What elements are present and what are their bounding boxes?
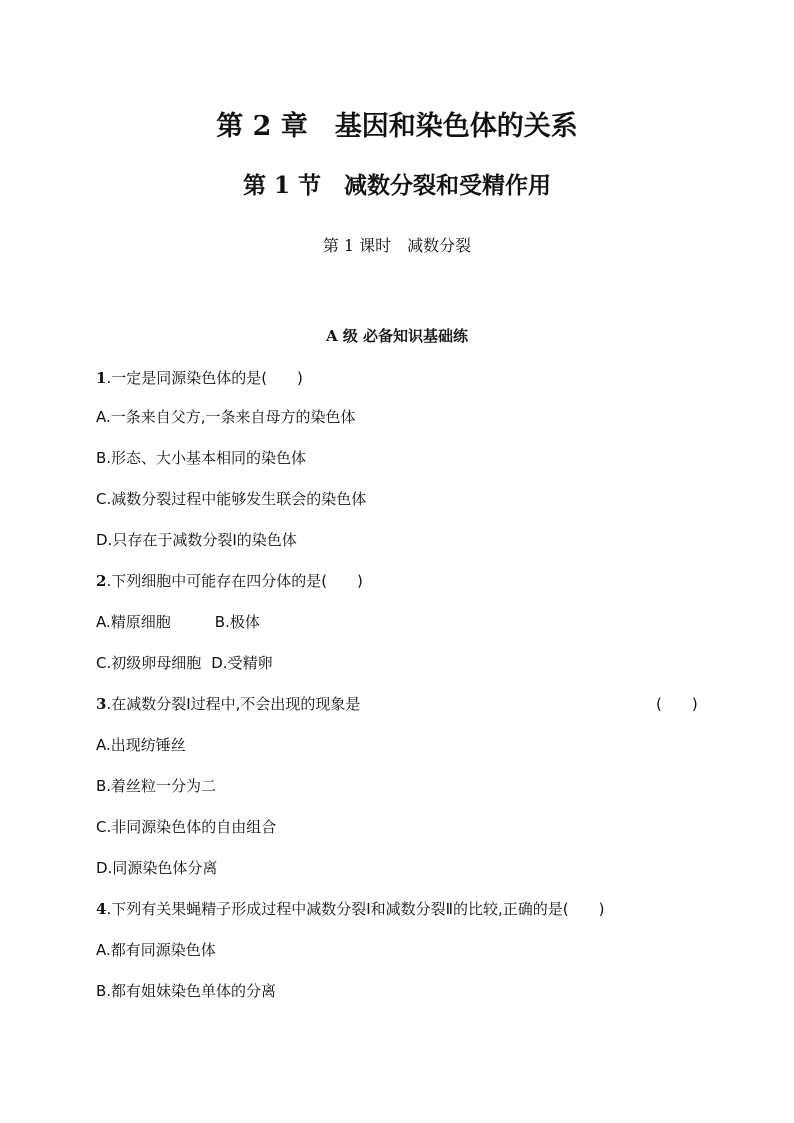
q1-option-c: C.减数分裂过程中能够发生联会的染色体	[96, 490, 367, 508]
q2-option-row-2	[96, 653, 273, 673]
q3-option-a: A.出现纺锤丝	[96, 736, 186, 754]
q2-option-b: B.极体	[214, 613, 260, 631]
question-text: .下列有关果蝇精子形成过程中减数分裂Ⅰ和减数分裂Ⅱ的比较,正确的是( )	[106, 900, 605, 918]
q1-option-a: A.一条来自父方,一条来自母方的染色体	[96, 408, 356, 426]
q2-option-c: C.初级卵母细胞	[96, 654, 202, 672]
q1-option-d: D.只存在于减数分裂Ⅰ的染色体	[96, 531, 297, 549]
section-title: 第 1 节 减数分裂和受精作用	[242, 172, 552, 199]
level-heading: A 级 必备知识基础练	[325, 327, 469, 345]
question-text: .一定是同源染色体的是( )	[106, 369, 303, 387]
question-text: .下列细胞中可能存在四分体的是( )	[106, 572, 363, 590]
question-text: .在减数分裂Ⅰ过程中,不会出现的现象是	[106, 695, 361, 713]
q1-option-b: B.形态、大小基本相同的染色体	[96, 449, 307, 467]
q2-option-d: D.受精卵	[211, 654, 273, 672]
question-number: 4	[96, 900, 107, 918]
question-3-stem	[96, 694, 360, 714]
q2-option-row-1	[96, 612, 260, 632]
q3-option-b: B.着丝粒一分为二	[96, 777, 217, 795]
answer-blank: ( )	[656, 695, 698, 713]
q3-option-c: C.非同源染色体的自由组合	[96, 818, 277, 836]
lesson-title: 第 1 课时 减数分裂	[322, 236, 472, 255]
q4-option-a: A.都有同源染色体	[96, 941, 216, 959]
question-2-stem	[96, 571, 363, 591]
question-number: 3	[96, 695, 107, 713]
q2-option-a: A.精原细胞	[96, 613, 171, 631]
question-number: 1	[96, 369, 107, 387]
q3-option-d: D.同源染色体分离	[96, 859, 218, 877]
question-1-stem	[96, 368, 303, 388]
question-4-stem	[96, 899, 605, 919]
q4-option-b: B.都有姐妹染色单体的分离	[96, 982, 277, 1000]
chapter-title: 第 2 章 基因和染色体的关系	[216, 111, 578, 142]
question-number: 2	[96, 572, 107, 590]
